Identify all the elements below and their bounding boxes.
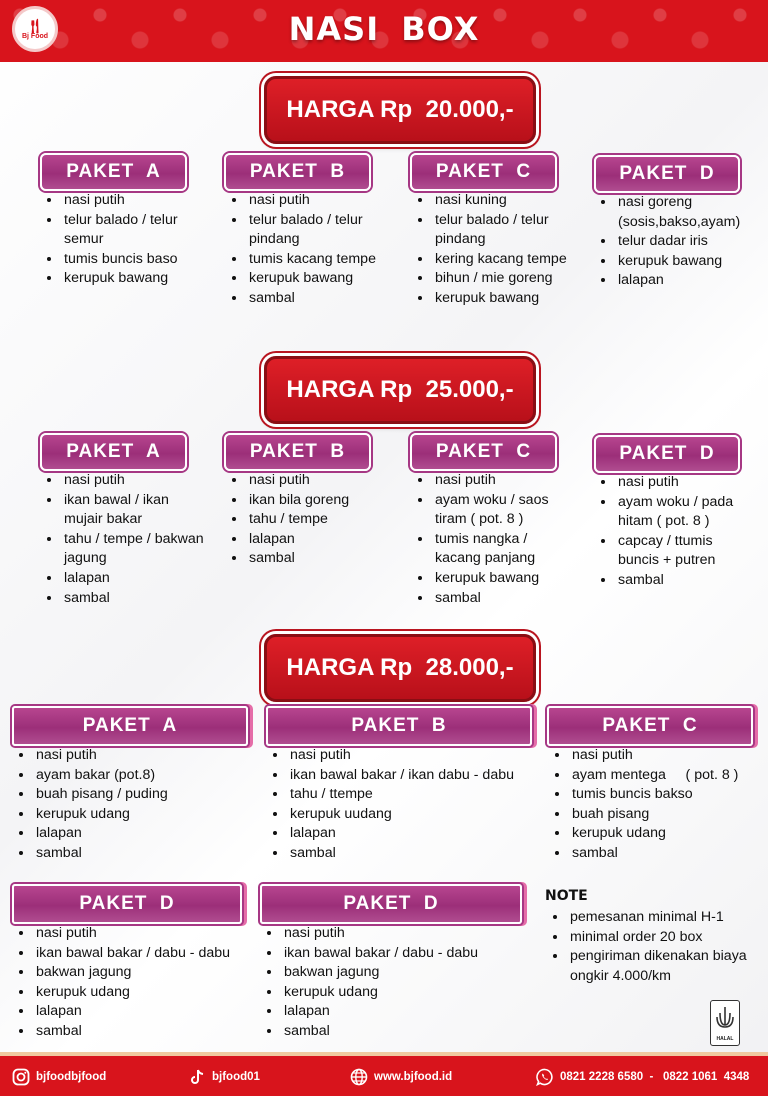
globe-icon <box>350 1068 368 1086</box>
list-item: • sambal <box>247 549 389 569</box>
tier2-paket-c-label: PAKET C <box>410 433 557 471</box>
tier1-paket-d-label: PAKET D <box>594 155 740 193</box>
tiktok-icon <box>188 1068 206 1086</box>
list-item: • ayam woku / pada hitam ( pot. 8 ) <box>616 493 748 532</box>
halal-icon <box>715 1005 735 1031</box>
tier1-paket-c-list <box>415 191 575 309</box>
list-item: • kerupuk bawang <box>62 269 204 289</box>
tier3-paket-d2-list <box>264 924 526 1042</box>
list-item: • tahu / tempe / bakwan jagung <box>62 530 204 569</box>
list-item: • kerupuk bawang <box>433 289 575 309</box>
list-item: • sambal <box>34 844 246 864</box>
list-item: • tahu / ttempe <box>288 785 540 805</box>
tier3-paket-b-label: PAKET B <box>266 706 532 746</box>
list-item: • kerupuk udang <box>282 983 526 1003</box>
tier1-paket-a-label: PAKET A <box>40 153 187 191</box>
footer-phone[interactable]: 0821 2228 6580 - 0822 1061 4348 <box>536 1068 749 1086</box>
list-item: • sambal <box>62 589 204 609</box>
tier3-paket-c-label: PAKET C <box>547 706 753 746</box>
list-item: • bakwan jagung <box>282 963 526 983</box>
list-item: • nasi putih <box>62 191 204 211</box>
whatsapp-icon <box>536 1068 554 1086</box>
list-item: • kerupuk uudang <box>288 805 540 825</box>
fork-spoon-icon: 🍴︎ <box>26 17 44 34</box>
list-item: • nasi putih <box>433 471 575 491</box>
tier1-paket-b-list <box>229 191 389 309</box>
list-item: • ikan bila goreng <box>247 491 389 511</box>
list-item: • nasi putih <box>247 191 389 211</box>
tier2-paket-b-label: PAKET B <box>224 433 371 471</box>
price-banner-20000: HARGA Rp 20.000,- <box>264 76 536 144</box>
footer-tiktok[interactable]: bjfood01 <box>188 1068 260 1086</box>
tier2-paket-c-list <box>415 471 575 608</box>
list-item: • bihun / mie goreng <box>433 269 575 289</box>
tier1-paket-a-list <box>44 191 204 289</box>
tier1-paket-c-label: PAKET C <box>410 153 557 191</box>
list-item: • lalapan <box>62 569 204 589</box>
footer-bar <box>0 1052 768 1096</box>
list-item: • telur balado / telur semur <box>62 211 204 250</box>
list-item: • ayam mentega ( pot. 8 ) <box>570 766 762 786</box>
price-banner-28000: HARGA Rp 28.000,- <box>264 634 536 702</box>
list-item: • nasi putih <box>34 746 246 766</box>
tier3-paket-d2-label: PAKET D <box>260 884 522 924</box>
list-item: • nasi putih <box>288 746 540 766</box>
note-title: NOTE <box>545 888 588 904</box>
list-item: • nasi putih <box>247 471 389 491</box>
tier2-paket-d-list <box>598 473 748 591</box>
list-item: • ayam woku / saos tiram ( pot. 8 ) <box>433 491 575 530</box>
list-item: • lalapan <box>282 1002 526 1022</box>
list-item: • buah pisang <box>570 805 762 825</box>
page-title: NASI BOX <box>288 10 480 48</box>
tier3-paket-a-list <box>16 746 246 864</box>
list-item: • lalapan <box>288 824 540 844</box>
list-item: • kerupuk bawang <box>616 252 763 272</box>
list-item: • nasi putih <box>570 746 762 766</box>
tier2-paket-d-label: PAKET D <box>594 435 740 473</box>
list-item: • tahu / tempe <box>247 510 389 530</box>
list-item: • sambal <box>34 1022 246 1042</box>
list-item: • lalapan <box>34 1002 246 1022</box>
instagram-icon <box>12 1068 30 1086</box>
tier3-paket-c-list <box>552 746 762 864</box>
list-item: • sambal <box>570 844 762 864</box>
list-item: • lalapan <box>616 271 763 291</box>
list-item: • ikan bawal / ikan mujair bakar <box>62 491 204 530</box>
list-item: • nasi putih <box>62 471 204 491</box>
list-item: • ikan bawal bakar / dabu - dabu <box>34 944 246 964</box>
price-banner-25000: HARGA Rp 25.000,- <box>264 356 536 424</box>
list-item: • kerupuk bawang <box>433 569 575 589</box>
list-item: • kerupuk udang <box>570 824 762 844</box>
tier3-paket-b-list <box>270 746 540 864</box>
list-item: • kerupuk udang <box>34 805 246 825</box>
tier2-paket-b-list <box>229 471 389 569</box>
list-item: • ikan bawal bakar / dabu - dabu <box>282 944 526 964</box>
header-bar <box>0 0 768 62</box>
list-item: • nasi putih <box>616 473 748 493</box>
tier2-paket-a-label: PAKET A <box>40 433 187 471</box>
list-item: • ayam bakar (pot.8) <box>34 766 246 786</box>
list-item: • kerupuk bawang <box>247 269 389 289</box>
list-item: • sambal <box>282 1022 526 1042</box>
list-item: • tumis nangka / kacang panjang <box>433 530 575 569</box>
footer-website[interactable]: www.bjfood.id <box>350 1068 452 1086</box>
halal-logo: HALAL <box>710 1000 740 1046</box>
list-item: • tumis buncis bakso <box>570 785 762 805</box>
list-item: • nasi putih <box>34 924 246 944</box>
list-item: • telur balado / telur pindang <box>247 211 389 250</box>
list-item: • telur balado / telur pindang <box>433 211 575 250</box>
list-item: • nasi putih <box>282 924 526 944</box>
list-item: • pemesanan minimal H-1 <box>568 908 760 928</box>
list-item: • kering kacang tempe <box>433 250 575 270</box>
list-item: • minimal order 20 box <box>568 928 760 948</box>
tier2-paket-a-list <box>44 471 204 608</box>
list-item: • telur dadar iris <box>616 232 763 252</box>
list-item: • kerupuk udang <box>34 983 246 1003</box>
note-list <box>550 908 760 986</box>
tier1-paket-d-list <box>598 193 763 291</box>
list-item: • sambal <box>288 844 540 864</box>
list-item: • bakwan jagung <box>34 963 246 983</box>
list-item: • lalapan <box>247 530 389 550</box>
tier3-paket-a-label: PAKET A <box>12 706 248 746</box>
list-item: • capcay / ttumis buncis + putren <box>616 532 748 571</box>
list-item: • lalapan <box>34 824 246 844</box>
list-item: • sambal <box>247 289 389 309</box>
list-item: • nasi kuning <box>433 191 575 211</box>
list-item: • ikan bawal bakar / ikan dabu - dabu <box>288 766 540 786</box>
tier3-paket-d-list <box>16 924 246 1042</box>
list-item: • tumis kacang tempe <box>247 250 389 270</box>
list-item: • buah pisang / puding <box>34 785 246 805</box>
footer-instagram[interactable]: bjfoodbjfood <box>12 1068 106 1086</box>
tier1-paket-b-label: PAKET B <box>224 153 371 191</box>
list-item: • tumis buncis baso <box>62 250 204 270</box>
tier3-paket-d-label: PAKET D <box>12 884 242 924</box>
list-item: • nasi goreng (sosis,bakso,ayam) <box>616 193 763 232</box>
list-item: • sambal <box>433 589 575 609</box>
list-item: • sambal <box>616 571 748 591</box>
logo-text: Bj Food <box>21 32 49 40</box>
list-item: • pengiriman dikenakan biaya ongkir 4.000/km <box>568 947 760 986</box>
